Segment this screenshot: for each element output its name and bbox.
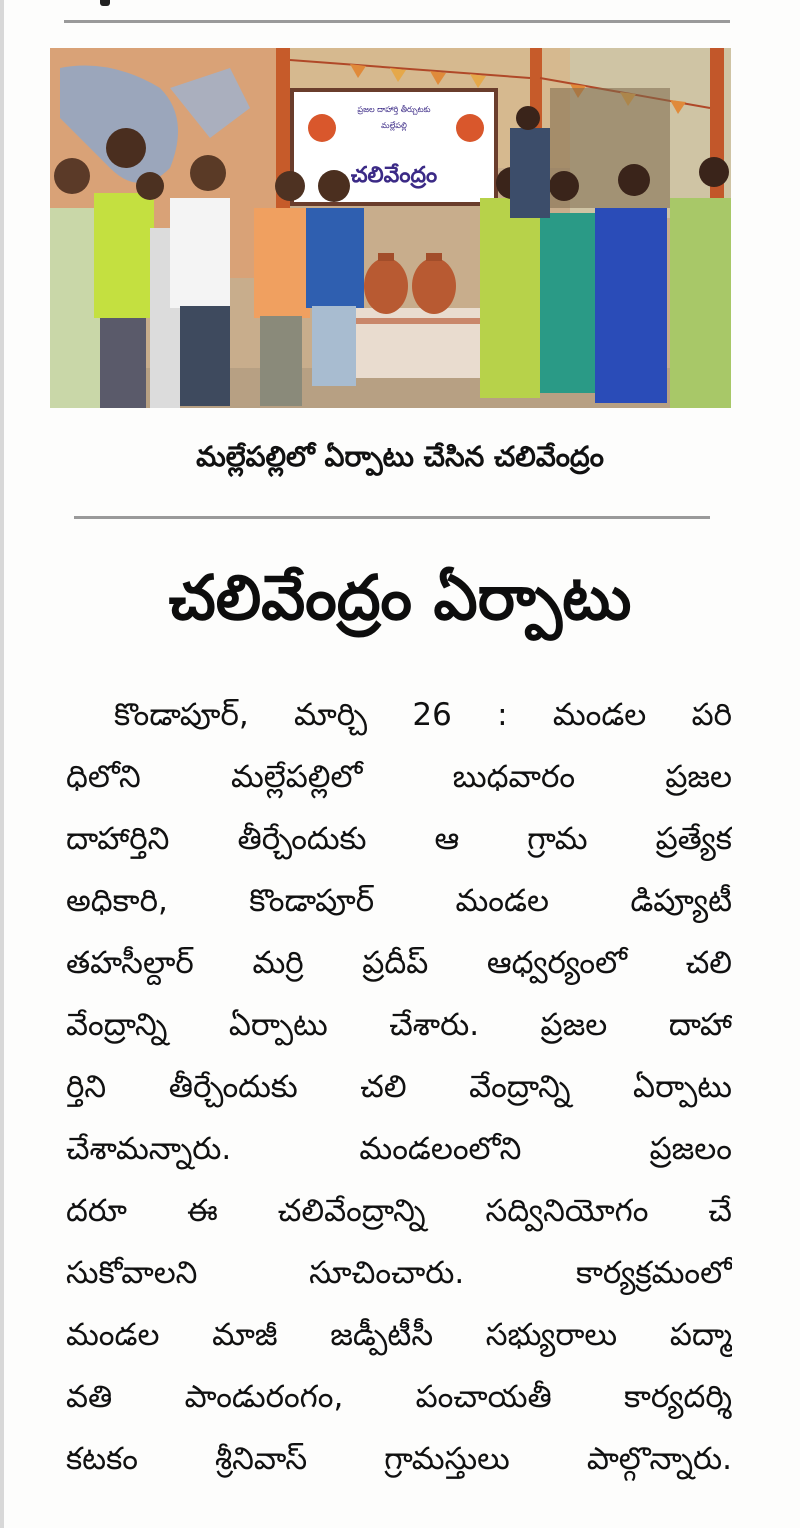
body-line: ధిలోని మల్లేపల్లిలో బుధవారం ప్రజల: [66, 759, 732, 795]
body-line: అధికారి, కొండాపూర్ మండల డిప్యూటీ: [66, 883, 732, 919]
body-line: దరూ ఈ చలివేంద్రాన్ని సద్వినియోగం చే: [66, 1193, 732, 1229]
body-line: కొండాపూర్, మార్చి 26 : మండల పరి: [114, 697, 732, 733]
body-line: వేంద్రాన్ని ఏర్పాటు చేశారు. ప్రజల దాహా: [66, 1007, 732, 1043]
body-line: చేశామన్నారు. మండలంలోని ప్రజలం: [66, 1131, 732, 1167]
top-divider: [64, 20, 730, 23]
news-photo: [50, 48, 731, 408]
banner-subtitle-2: మల్లేపల్లి: [381, 121, 407, 130]
photo-caption: మల్లేపల్లిలో ఏర్పాటు చేసిన చలివేంద్రం: [196, 440, 604, 473]
body-line: మండల మాజీ జడ్పీటీసీ సభ్యురాలు పద్మా: [66, 1317, 732, 1353]
news-photo-illustration: [50, 48, 731, 408]
article-body: [66, 684, 732, 1490]
banner-subtitle-1: ప్రజల దాహార్తి తీర్చుటకు: [357, 105, 431, 114]
body-line: దాహార్తిని తీర్చేందుకు ఆ గ్రామ ప్రత్యేక: [66, 821, 732, 857]
body-line: తహసీల్దార్ మర్రి ప్రదీప్ ఆధ్వర్యంలో చలి: [66, 945, 732, 981]
body-line: కటకం శ్రీనివాస్ గ్రామస్తులు పాల్గొన్నారు.: [66, 1441, 732, 1477]
caption-divider: [74, 516, 710, 519]
banner-title: చలివేంద్రం: [350, 163, 438, 188]
body-line: సుకోవాలని సూచించారు. కార్యక్రమంలో: [66, 1255, 732, 1291]
cropped-text-fragment: [100, 0, 110, 6]
article-headline: చలివేంద్రం ఏర్పాటు: [168, 561, 632, 634]
body-line: వతి పాండురంగం, పంచాయతీ కార్యదర్శి: [66, 1379, 732, 1415]
page-edge: [0, 0, 4, 1528]
body-line: ర్తిని తీర్చేందుకు చలి వేంద్రాన్ని ఏర్పాటు: [66, 1069, 732, 1105]
